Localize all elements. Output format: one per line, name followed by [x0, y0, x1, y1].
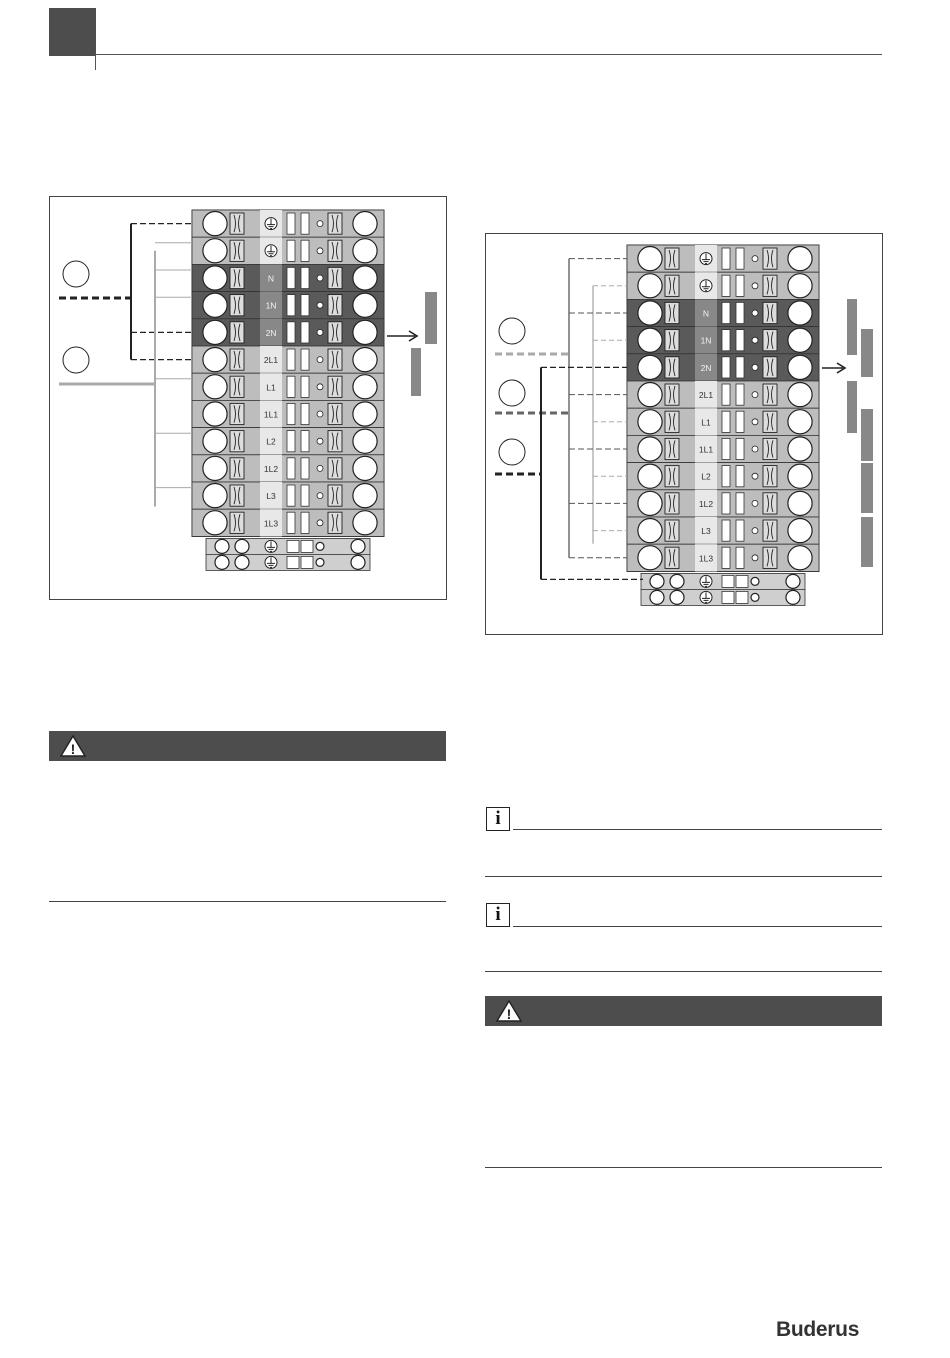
pe-slot: [287, 556, 299, 568]
separator-slot: [736, 275, 744, 296]
terminal-clamp: [328, 512, 342, 533]
terminal-screw: [786, 574, 800, 588]
terminal-clamp: [230, 458, 244, 479]
terminal-screw: [353, 320, 377, 344]
terminal-clamp: [763, 466, 777, 487]
terminal-screw: [788, 247, 812, 271]
section-tab: [49, 8, 96, 56]
rule-right-2: [485, 971, 882, 972]
pe-slot: [736, 575, 748, 587]
terminal-clamp: [665, 330, 679, 351]
terminal-label: 1L1: [698, 444, 714, 455]
terminal-clamp: [665, 384, 679, 405]
test-point: [317, 275, 323, 281]
terminal-screw: [353, 266, 377, 290]
terminal-screw: [316, 558, 324, 566]
pe-slot: [736, 591, 748, 603]
separator-slot: [722, 248, 730, 269]
terminal-clamp: [763, 547, 777, 568]
separator-slot: [736, 547, 744, 568]
terminal-screw: [203, 348, 227, 372]
pe-slot: [722, 591, 734, 603]
terminal-clamp: [665, 357, 679, 378]
test-point: [752, 446, 758, 452]
warning-bar-left: [49, 731, 446, 761]
info-rule-1: [513, 829, 882, 830]
terminal-clamp: [328, 213, 342, 234]
terminal-clamp: [763, 357, 777, 378]
terminal-clamp: [230, 403, 244, 424]
legend-circle-2: [499, 380, 525, 406]
separator-slot: [736, 493, 744, 514]
pe-slot: [301, 556, 313, 568]
terminal-clamp: [763, 302, 777, 323]
test-point: [317, 411, 323, 417]
ground-symbol-icon: [700, 591, 712, 603]
test-point: [317, 357, 323, 363]
terminal-screw: [650, 574, 664, 588]
terminal-clamp: [230, 322, 244, 343]
side-tab: [861, 409, 873, 461]
terminal-screw: [788, 301, 812, 325]
test-point: [317, 384, 323, 390]
separator-slot: [287, 267, 295, 288]
separator-slot: [301, 267, 309, 288]
ground-symbol-icon: [700, 253, 712, 265]
terminal-screw: [638, 464, 662, 488]
terminal-clamp: [230, 267, 244, 288]
separator-slot: [287, 485, 295, 506]
terminal-screw: [788, 355, 812, 379]
separator-slot: [287, 213, 295, 234]
separator-slot: [722, 411, 730, 432]
separator-slot: [736, 357, 744, 378]
terminal-clamp: [665, 248, 679, 269]
terminal-clamp: [665, 547, 679, 568]
terminal-screw: [351, 539, 365, 553]
separator-slot: [722, 330, 730, 351]
terminal-label: 1L2: [698, 498, 714, 509]
separator-slot: [301, 458, 309, 479]
terminal-screw: [670, 574, 684, 588]
terminal-clamp: [665, 466, 679, 487]
terminal-clamp: [230, 376, 244, 397]
terminal-clamp: [230, 295, 244, 316]
legend-circle-2: [63, 347, 89, 373]
warning-triangle-icon: [496, 1000, 522, 1022]
terminal-clamp: [763, 248, 777, 269]
test-point: [752, 500, 758, 506]
separator-slot: [287, 322, 295, 343]
test-point: [752, 256, 758, 262]
terminal-clamp: [763, 384, 777, 405]
figure-left-wiring-diagram: [49, 196, 447, 600]
terminal-clamp: [665, 520, 679, 541]
terminal-screw: [351, 555, 365, 569]
separator-slot: [722, 520, 730, 541]
terminal-clamp: [763, 411, 777, 432]
separator-slot: [722, 438, 730, 459]
terminal-clamp: [665, 438, 679, 459]
terminal-clamp: [230, 213, 244, 234]
test-point: [317, 493, 323, 499]
terminal-screw: [638, 328, 662, 352]
terminal-screw: [353, 293, 377, 317]
warning-bar-right: [485, 996, 882, 1026]
info-icon: i: [486, 903, 510, 927]
terminal-screw: [353, 375, 377, 399]
separator-slot: [722, 384, 730, 405]
terminal-label: 2L1: [263, 355, 279, 366]
terminal-screw: [203, 402, 227, 426]
terminal-screw: [353, 429, 377, 453]
terminal-label: L3: [701, 526, 711, 537]
terminal-clamp: [230, 431, 244, 452]
separator-slot: [736, 384, 744, 405]
separator-slot: [287, 458, 295, 479]
test-point: [317, 302, 323, 308]
terminal-clamp: [328, 431, 342, 452]
figure-right-wiring-diagram: [485, 233, 883, 635]
ground-symbol-icon: [700, 280, 712, 292]
terminal-screw: [638, 355, 662, 379]
terminal-screw: [788, 328, 812, 352]
separator-slot: [736, 330, 744, 351]
terminal-screw: [353, 484, 377, 508]
terminal-clamp: [230, 485, 244, 506]
separator-slot: [301, 213, 309, 234]
separator-slot: [301, 403, 309, 424]
test-point: [317, 520, 323, 526]
terminal-clamp: [763, 520, 777, 541]
terminal-screw: [203, 429, 227, 453]
terminal-screw: [235, 555, 249, 569]
terminal-screw: [650, 590, 664, 604]
terminal-clamp: [328, 295, 342, 316]
terminal-label: 2N: [265, 327, 277, 338]
terminal-screw: [638, 546, 662, 570]
terminal-screw: [786, 590, 800, 604]
separator-slot: [287, 512, 295, 533]
terminal-screw: [670, 590, 684, 604]
ground-symbol-icon: [265, 218, 277, 230]
separator-slot: [287, 376, 295, 397]
terminal-screw: [203, 293, 227, 317]
test-point: [752, 528, 758, 534]
terminal-screw: [638, 301, 662, 325]
info-rule-2: [513, 926, 882, 927]
terminal-clamp: [230, 349, 244, 370]
terminal-screw: [203, 212, 227, 236]
terminal-screw: [353, 348, 377, 372]
terminal-label: L2: [266, 436, 276, 447]
separator-slot: [736, 466, 744, 487]
separator-slot: [722, 275, 730, 296]
rule-right-1: [485, 876, 882, 877]
terminal-screw: [751, 593, 759, 601]
terminal-screw: [788, 383, 812, 407]
terminal-screw: [235, 539, 249, 553]
separator-slot: [287, 403, 295, 424]
terminal-screw: [638, 247, 662, 271]
terminal-label: 1N: [700, 335, 712, 346]
terminal-clamp: [230, 240, 244, 261]
pe-slot: [301, 540, 313, 552]
side-tab: [411, 348, 421, 396]
header-rule: [96, 54, 882, 55]
test-point: [752, 364, 758, 370]
side-tab: [847, 299, 857, 355]
terminal-clamp: [665, 493, 679, 514]
terminal-clamp: [230, 512, 244, 533]
separator-slot: [722, 357, 730, 378]
terminal-clamp: [665, 275, 679, 296]
terminal-screw: [203, 484, 227, 508]
separator-slot: [736, 411, 744, 432]
side-tab: [861, 329, 873, 377]
terminal-clamp: [328, 485, 342, 506]
terminal-label: 1L3: [263, 518, 279, 529]
test-point: [752, 337, 758, 343]
legend-circle-1: [63, 261, 89, 287]
terminal-screw: [203, 375, 227, 399]
test-point: [752, 555, 758, 561]
terminal-clamp: [328, 240, 342, 261]
terminal-label: 1L1: [263, 409, 279, 420]
brand-logo: Buderus: [776, 1318, 860, 1341]
terminal-screw: [788, 546, 812, 570]
separator-slot: [287, 295, 295, 316]
terminal-clamp: [763, 493, 777, 514]
header-tick: [95, 54, 96, 70]
separator-slot: [301, 376, 309, 397]
separator-slot: [722, 302, 730, 323]
separator-slot: [736, 248, 744, 269]
arrow-right-icon: [822, 363, 845, 373]
terminal-clamp: [763, 438, 777, 459]
legend-circle-3: [499, 439, 525, 465]
test-point: [317, 438, 323, 444]
terminal-screw: [316, 542, 324, 550]
terminal-clamp: [763, 275, 777, 296]
terminal-clamp: [763, 330, 777, 351]
legend-circle-1: [499, 318, 525, 344]
terminal-screw: [751, 577, 759, 585]
separator-slot: [301, 431, 309, 452]
terminal-clamp: [328, 322, 342, 343]
terminal-label: 1L3: [698, 553, 714, 564]
separator-slot: [301, 322, 309, 343]
terminal-screw: [788, 464, 812, 488]
test-point: [752, 392, 758, 398]
separator-slot: [287, 431, 295, 452]
terminal-clamp: [328, 349, 342, 370]
terminal-screw: [203, 266, 227, 290]
test-point: [317, 221, 323, 227]
rule-left-1: [49, 901, 446, 902]
terminal-screw: [215, 539, 229, 553]
terminal-screw: [353, 456, 377, 480]
terminal-screw: [788, 491, 812, 515]
pe-slot: [722, 575, 734, 587]
separator-slot: [287, 240, 295, 261]
test-point: [752, 310, 758, 316]
terminal-clamp: [328, 458, 342, 479]
terminal-clamp: [328, 267, 342, 288]
terminal-screw: [638, 437, 662, 461]
ground-symbol-icon: [700, 575, 712, 587]
side-tab: [425, 292, 437, 344]
separator-slot: [301, 512, 309, 533]
terminal-label: 1N: [265, 300, 277, 311]
separator-slot: [301, 295, 309, 316]
terminal-screw: [353, 402, 377, 426]
test-point: [752, 419, 758, 425]
separator-slot: [736, 520, 744, 541]
test-point: [317, 465, 323, 471]
ground-symbol-icon: [265, 540, 277, 552]
side-tab: [861, 463, 873, 513]
rule-right-3: [485, 1167, 882, 1168]
terminal-screw: [203, 511, 227, 535]
pe-slot: [287, 540, 299, 552]
terminal-label: 1L2: [263, 463, 279, 474]
terminal-label: N: [702, 308, 710, 319]
terminal-screw: [638, 410, 662, 434]
terminal-label: L2: [701, 471, 711, 482]
ground-symbol-icon: [265, 556, 277, 568]
separator-slot: [736, 302, 744, 323]
separator-slot: [722, 466, 730, 487]
test-point: [752, 283, 758, 289]
terminal-screw: [203, 456, 227, 480]
terminal-screw: [638, 274, 662, 298]
terminal-screw: [638, 491, 662, 515]
ground-symbol-icon: [265, 245, 277, 257]
side-tab: [847, 381, 857, 433]
info-icon: i: [486, 807, 510, 831]
separator-slot: [722, 547, 730, 568]
terminal-label: L1: [701, 417, 711, 428]
terminal-screw: [203, 239, 227, 263]
terminal-screw: [788, 410, 812, 434]
test-point: [317, 329, 323, 335]
test-point: [752, 473, 758, 479]
test-point: [317, 248, 323, 254]
warning-glyph: !: [70, 741, 76, 757]
terminal-screw: [788, 519, 812, 543]
arrow-right-icon: [387, 331, 417, 341]
terminal-screw: [353, 511, 377, 535]
separator-slot: [301, 485, 309, 506]
terminal-screw: [638, 519, 662, 543]
terminal-label: N: [267, 273, 275, 284]
separator-slot: [722, 493, 730, 514]
terminal-clamp: [328, 376, 342, 397]
warning-glyph: !: [506, 1006, 512, 1022]
terminal-screw: [215, 555, 229, 569]
terminal-screw: [788, 437, 812, 461]
terminal-label: L1: [266, 382, 276, 393]
terminal-screw: [788, 274, 812, 298]
terminal-clamp: [665, 411, 679, 432]
side-tab: [861, 517, 873, 567]
terminal-clamp: [328, 403, 342, 424]
terminal-screw: [353, 239, 377, 263]
terminal-clamp: [665, 302, 679, 323]
separator-slot: [301, 349, 309, 370]
separator-slot: [301, 240, 309, 261]
terminal-label: L3: [266, 491, 276, 502]
terminal-label: 2N: [700, 362, 712, 373]
separator-slot: [736, 438, 744, 459]
separator-slot: [287, 349, 295, 370]
warning-triangle-icon: [60, 735, 86, 757]
terminal-screw: [353, 212, 377, 236]
terminal-label: 2L1: [698, 390, 714, 401]
terminal-screw: [638, 383, 662, 407]
terminal-screw: [203, 320, 227, 344]
